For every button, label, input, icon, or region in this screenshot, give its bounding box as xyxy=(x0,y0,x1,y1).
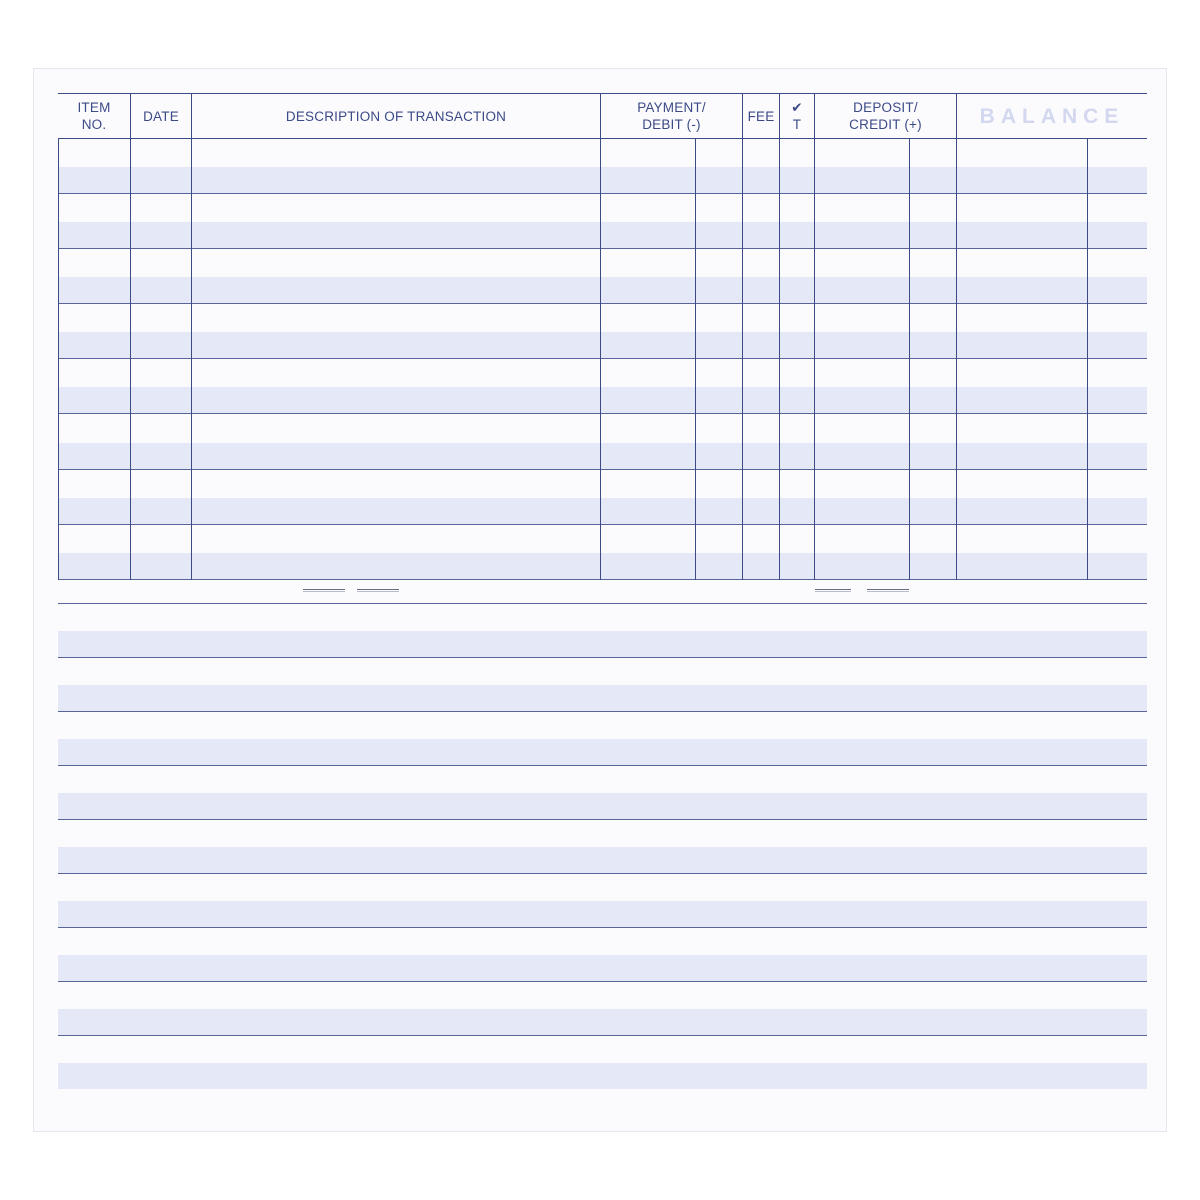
row-shading-band xyxy=(58,332,1147,358)
perforation-left-1 xyxy=(303,589,345,592)
register-row[interactable] xyxy=(58,927,1147,981)
row-rule xyxy=(58,579,1147,580)
header-fee: FEE xyxy=(747,108,775,124)
register-row[interactable] xyxy=(58,415,1147,469)
row-shading-band xyxy=(58,685,1147,711)
row-shading-band xyxy=(58,1009,1147,1035)
row-shading-band xyxy=(58,1063,1147,1089)
header-deposit-credit: DEPOSIT/ CREDIT (+) xyxy=(849,100,922,132)
column-line xyxy=(909,139,910,580)
register-row[interactable] xyxy=(58,304,1147,358)
register-row[interactable] xyxy=(58,470,1147,524)
register-row[interactable] xyxy=(58,657,1147,711)
row-shading-band xyxy=(58,387,1147,413)
row-shading-band xyxy=(58,167,1147,193)
register-top-section xyxy=(58,93,1147,580)
column-line xyxy=(814,93,815,580)
perforation-right-2 xyxy=(867,589,909,592)
row-shading-band xyxy=(58,443,1147,469)
column-line xyxy=(779,93,780,580)
header-payment-debit: PAYMENT/ DEBIT (-) xyxy=(637,100,706,132)
column-line xyxy=(1087,139,1088,580)
column-line xyxy=(58,139,59,580)
column-line xyxy=(130,93,131,580)
perforation-right-1 xyxy=(815,589,851,592)
column-line xyxy=(191,93,192,580)
header-check-t: ✔ T xyxy=(791,100,803,132)
register-row[interactable] xyxy=(58,873,1147,927)
register-row[interactable] xyxy=(58,139,1147,193)
register-bottom-section xyxy=(58,603,1147,1090)
register-row[interactable] xyxy=(58,981,1147,1035)
column-line xyxy=(742,93,743,580)
row-shading-band xyxy=(58,631,1147,657)
column-line xyxy=(695,139,696,580)
register-row[interactable] xyxy=(58,359,1147,413)
register-row[interactable] xyxy=(58,525,1147,579)
row-shading-band xyxy=(58,955,1147,981)
row-shading-band xyxy=(58,739,1147,765)
column-line xyxy=(956,93,957,580)
column-line xyxy=(600,93,601,580)
register-row[interactable] xyxy=(58,249,1147,303)
row-shading-band xyxy=(58,901,1147,927)
register-row[interactable] xyxy=(58,765,1147,819)
perforation-left-2 xyxy=(357,589,399,592)
register-row[interactable] xyxy=(58,194,1147,248)
register-row[interactable] xyxy=(58,711,1147,765)
row-shading-band xyxy=(58,847,1147,873)
header-date: DATE xyxy=(143,108,179,124)
row-shading-band xyxy=(58,498,1147,524)
register-row[interactable] xyxy=(58,1035,1147,1089)
register-row[interactable] xyxy=(58,819,1147,873)
header-item-no: ITEM NO. xyxy=(77,100,111,132)
register-header xyxy=(58,93,1147,139)
header-balance: BALANCE xyxy=(979,104,1125,128)
register-row[interactable] xyxy=(58,603,1147,657)
row-shading-band xyxy=(58,553,1147,579)
row-shading-band xyxy=(58,793,1147,819)
header-description: DESCRIPTION OF TRANSACTION xyxy=(285,108,507,124)
row-shading-band xyxy=(58,222,1147,248)
row-shading-band xyxy=(58,277,1147,303)
